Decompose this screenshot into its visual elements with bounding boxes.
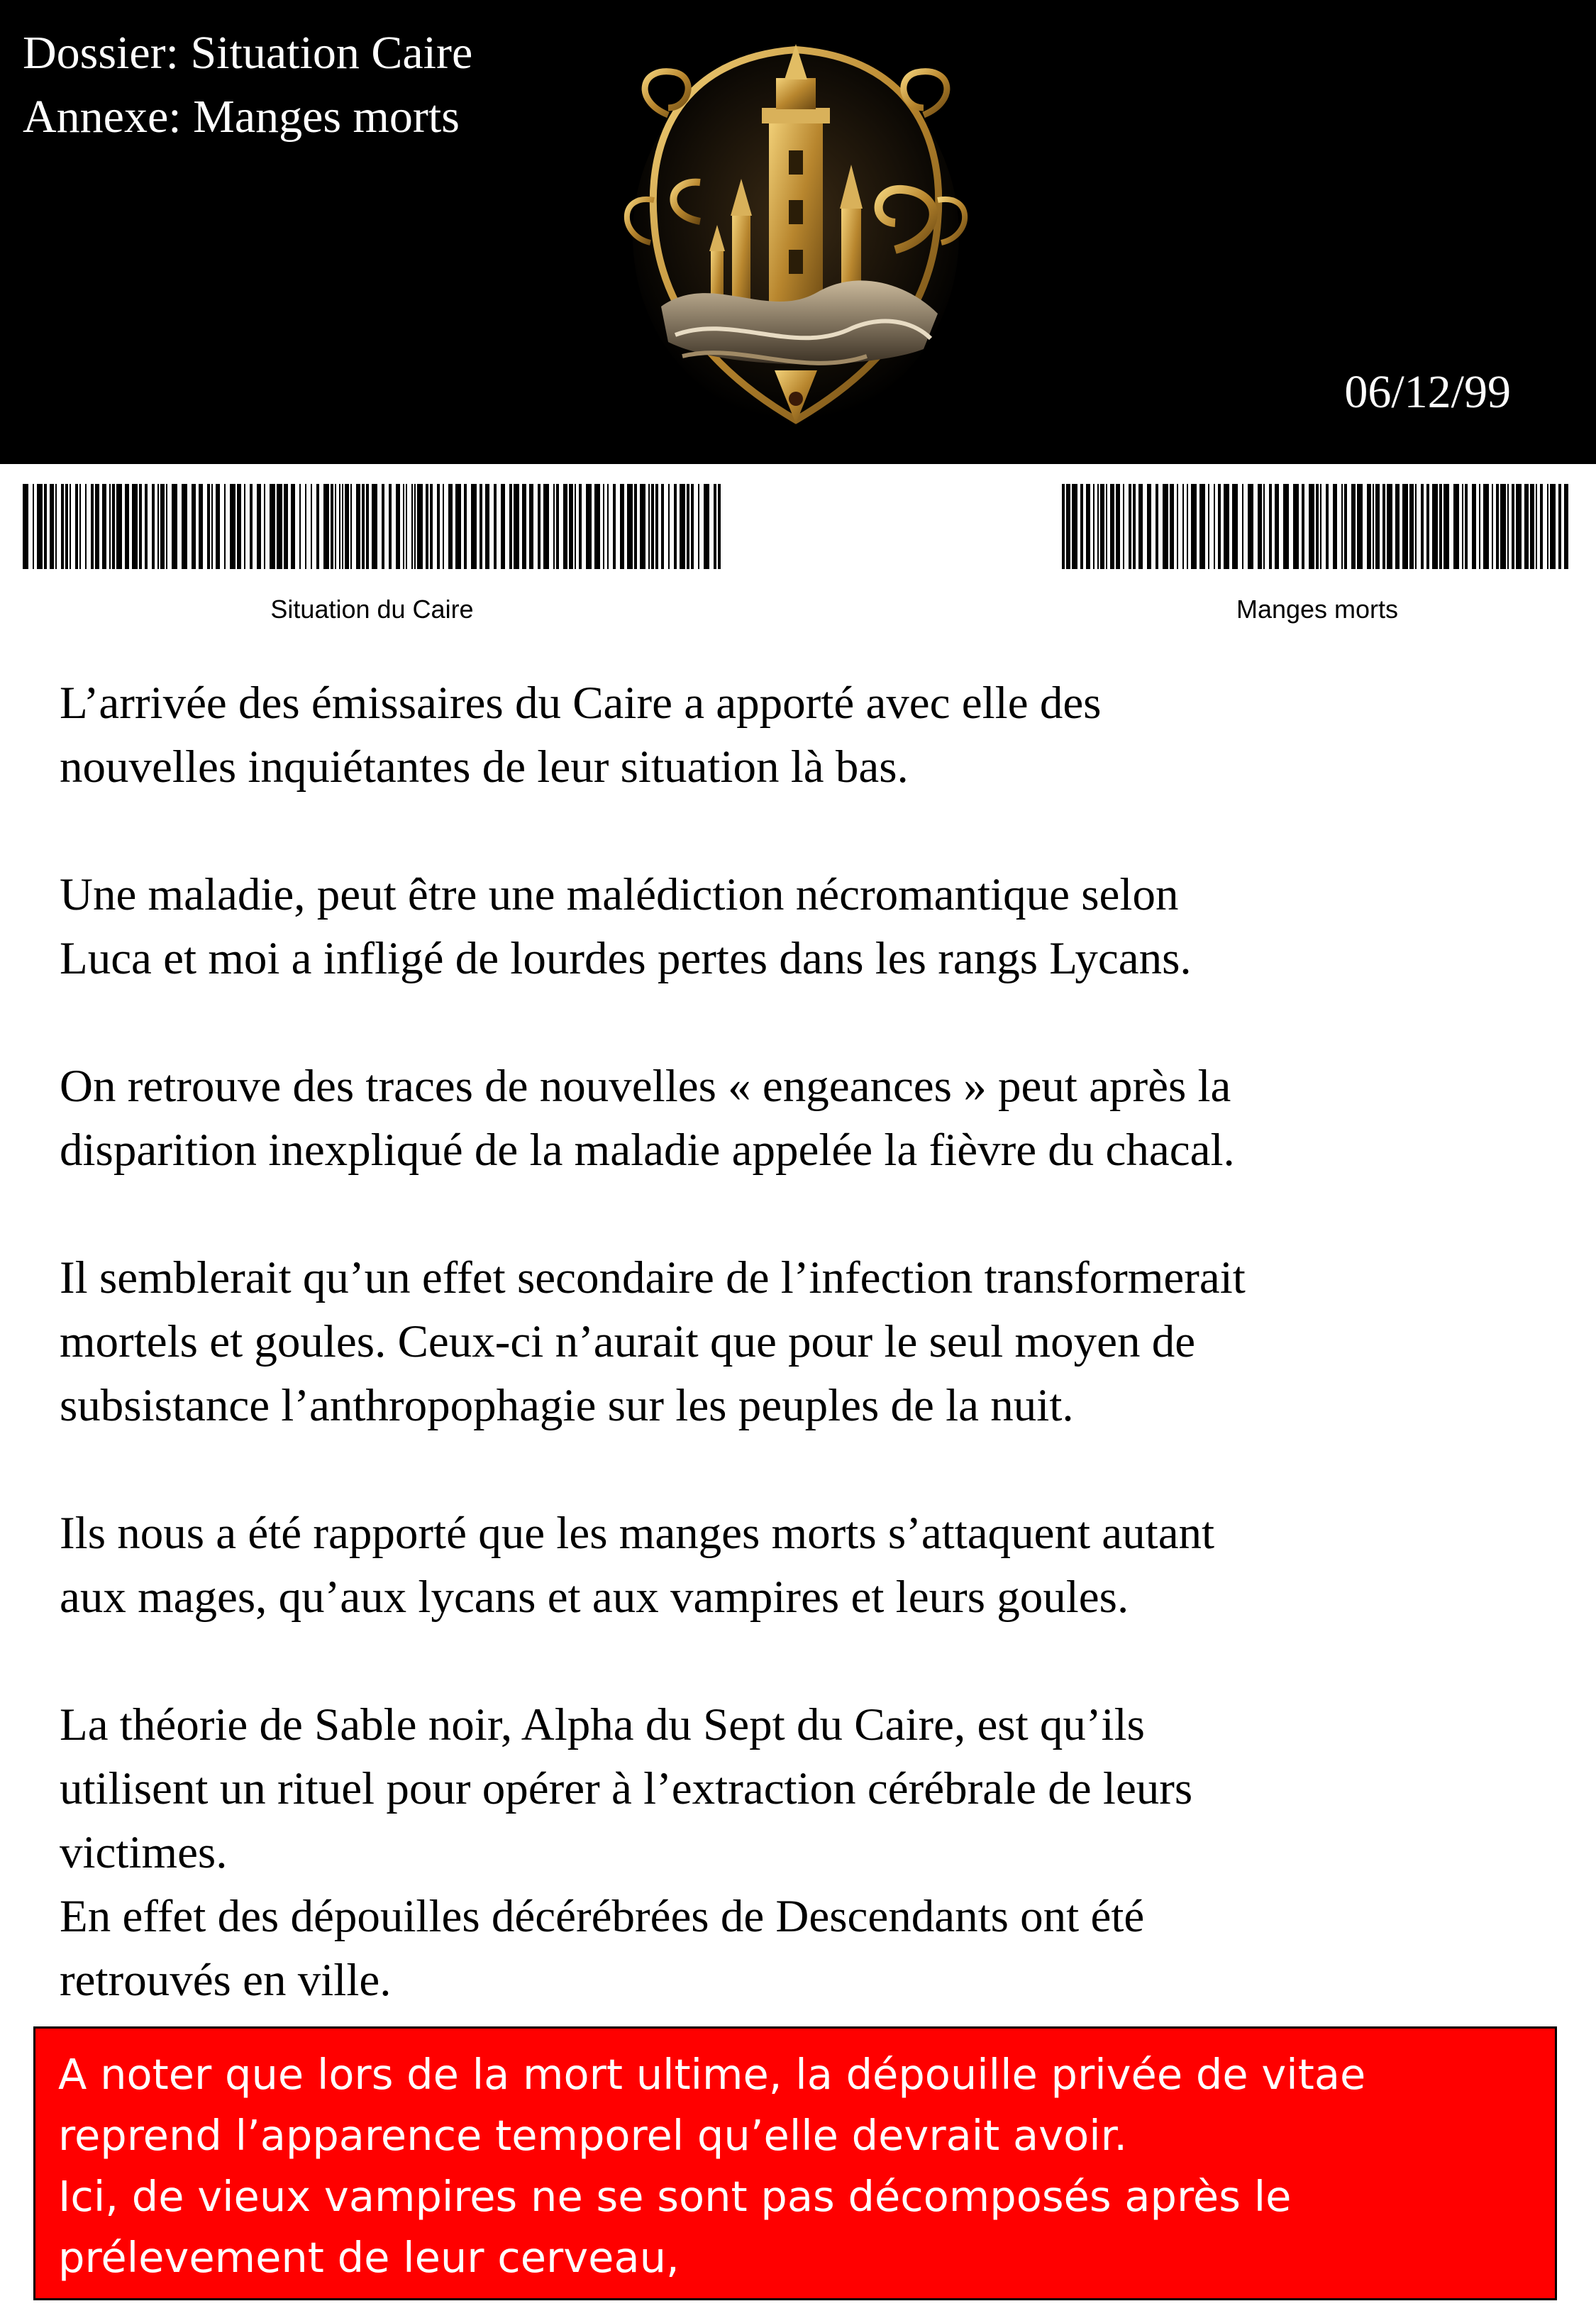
barcode-bar [480,484,482,569]
barcode-bar [1524,484,1529,569]
barcode-bar [102,484,106,569]
barcode-bar [406,484,407,569]
barcode-bar [1462,484,1463,569]
barcode-bar [116,484,122,569]
barcode-bar [139,484,142,569]
text-line: disparition inexpliqué de la maladie appelée la fièvre du chacal. [60,1125,1235,1176]
barcode-bar [1080,484,1083,569]
paragraph-spawns [60,1054,1556,1182]
barcode-bar [1496,484,1499,569]
barcode-bar [91,484,94,569]
barcode-bar [1199,484,1205,569]
text-line: aux mages, qu’aux lycans et aux vampires et leurs goules. [60,1572,1129,1623]
barcode-bar [1283,484,1289,569]
barcode-bar [494,484,497,569]
barcode-bar [1248,484,1253,569]
text-line: Ils nous a été rapporté que les manges morts s’attaquent autant [60,1508,1215,1559]
barcode-bar [342,484,343,569]
document-date: 06/12/99 [1344,366,1511,418]
text-line: Une maladie, peut être une malédiction nécromantique selon [60,869,1179,920]
barcode-bar [556,484,559,569]
barcode-bar [1086,484,1090,569]
annexe-title: Annexe: Manges morts [23,91,460,143]
barcode-bar [1224,484,1229,569]
text-line: On retrouve des traces de nouvelles « engeances » peut après la [60,1061,1231,1112]
barcode-bar [1269,484,1272,569]
barcode-right-caption: Manges morts [1236,595,1399,624]
barcode-bar [1516,484,1522,569]
paragraph-disease [60,863,1556,991]
barcode-bar [199,484,203,569]
barcode-bar [1375,484,1380,569]
barcode-bar [1439,484,1442,569]
barcode-bar [464,484,467,569]
barcode-bar [1402,484,1408,569]
barcode-bar [538,484,541,569]
dossier-title: Dossier: Situation Caire [23,27,473,79]
notice-line: prélevement de leur cerveau, [58,2233,680,2282]
barcode-bar [270,484,275,569]
gothic-tower-crest-icon [611,37,980,434]
barcode-bar [443,484,444,569]
barcode-bar [594,484,600,569]
barcode-bar [109,484,111,569]
barcode-bar [687,484,689,569]
paragraph-attacks [60,1501,1556,1629]
barcode-bar [1263,484,1265,569]
barcode-bar [125,484,129,569]
barcode-bar [244,484,245,569]
barcode-bar [95,484,99,569]
barcode-bar [411,484,413,569]
barcode-bar [1156,484,1158,569]
barcode-bar [1387,484,1392,569]
warning-notice-text [58,2044,1365,2288]
text-line: retrouvés en ville. [60,1955,392,2006]
paragraph-theory [60,1693,1556,1885]
barcode-bar [356,484,360,569]
barcode-bar [311,484,312,569]
barcode-bar [291,484,295,569]
barcode-bar [603,484,604,569]
barcode-bar [323,484,329,569]
barcode-bar [145,484,148,569]
header-banner [0,0,1596,464]
barcode-bar [1472,484,1476,569]
barcode-bar [1432,484,1438,569]
barcode-bar [1540,484,1543,569]
barcode-bar [132,484,138,569]
barcode-bar [1182,484,1184,569]
barcode-bar [1367,484,1371,569]
barcode-bar [655,484,658,569]
paragraph-infection [60,1246,1556,1438]
barcode-bar [668,484,670,569]
barcode-bar [1341,484,1343,569]
barcode-bar [75,484,78,569]
barcode-bar [1344,484,1347,569]
barcode-bar [471,484,477,569]
barcode-bar [277,484,282,569]
barcode-bar [350,484,352,569]
barcode-bar [1409,484,1414,569]
barcode-bar [70,484,71,569]
barcode-bar [1512,484,1514,569]
barcode-bar [1138,484,1143,569]
barcode-bar [335,484,336,569]
text-line: victimes. [60,1827,228,1878]
barcode-bar [1163,484,1168,569]
barcode-bar [211,484,213,569]
barcode-bar [157,484,159,569]
barcode-bar [403,484,404,569]
barcode-bar [207,484,210,569]
barcode-bar [579,484,582,569]
barcode-bar [1479,484,1480,569]
barcode-bar [257,484,261,569]
barcode-bar [23,484,28,569]
barcode-bar [1492,484,1493,569]
barcode-bar [651,484,654,569]
barcode-bar [237,484,241,569]
barcode-bar [455,484,461,569]
barcode-bar [417,484,423,569]
barcode-bar [1465,484,1468,569]
barcode-bar [661,484,664,569]
barcode-bar [112,484,115,569]
barcode-bar [1187,484,1188,569]
barcode-bar [55,484,57,569]
barcode-bar [264,484,265,569]
barcode-bar [1351,484,1356,569]
paragraph-remains [60,1885,1556,2012]
barcode-bar [1100,484,1104,569]
barcode-bar [172,484,177,569]
barcode-bar [1536,484,1537,569]
barcode-bar [299,484,301,569]
barcode-bar [543,484,549,569]
text-line: mortels et goules. Ceux-ci n’aurait que pour le seul moyen de [60,1316,1196,1367]
barcode-bar [284,484,288,569]
barcode-bar [37,484,43,569]
barcode-bar [1421,484,1424,569]
barcode-bar [1415,484,1417,569]
barcode-bar [569,484,573,569]
notice-line: Ici, de vieux vampires ne se sont pas décomposés après le [58,2172,1292,2221]
barcode-bar [1177,484,1178,569]
barcode-bar [691,484,694,569]
barcode-bar [1382,484,1385,569]
barcode-bar [529,484,533,569]
barcode-left [23,484,721,569]
barcode-right [1062,484,1573,569]
barcode-bar [613,484,616,569]
barcode-bar [1066,484,1070,569]
barcode-bar [718,484,721,569]
barcode-bar [634,484,637,569]
notice-line: A noter que lors de la mort ultime, la dépouille privée de vitae [58,2050,1366,2099]
notice-line: reprend l’apparence temporel qu’elle devrait avoir. [58,2111,1128,2160]
barcode-bar [1123,484,1124,569]
barcode-bar [345,484,349,569]
barcode-bar [33,484,34,569]
barcode-bar [509,484,512,569]
barcode-bar [680,484,685,569]
barcode-left-caption: Situation du Caire [270,595,474,624]
barcode-bar [250,484,253,569]
barcode-bar [1242,484,1243,569]
barcode-bar [85,484,87,569]
barcode-bar [1558,484,1561,569]
barcode-bar [1133,484,1136,569]
barcode-bar [331,484,333,569]
barcode-bar [1208,484,1209,569]
barcode-bar [61,484,64,569]
barcode-bar [1062,484,1065,569]
barcode-bar [501,484,505,569]
barcode-bar [640,484,645,569]
barcode-bar [65,484,68,569]
barcode-bar [553,484,555,569]
barcode-bar [437,484,440,569]
barcode-bar [1214,484,1215,569]
barcode-bar [514,484,519,569]
barcode-bar [1218,484,1221,569]
barcode-bar [1191,484,1197,569]
barcode-bar [372,484,377,569]
barcode-bar [339,484,340,569]
barcode-bar [1302,484,1304,569]
barcode-bar [1530,484,1534,569]
text-line: nouvelles inquiétantes de leur situation là bas. [60,741,909,793]
barcode-bar [586,484,592,569]
barcode-bar [382,484,384,569]
barcode-bar [50,484,54,569]
barcode-bar [1395,484,1400,569]
barcode-bar [152,484,155,569]
barcode-bar [714,484,716,569]
barcode-bar [1333,484,1337,569]
barcode-bar [607,484,609,569]
barcode-bar [575,484,576,569]
barcode-bar [1453,484,1459,569]
barcode-bar [1316,484,1319,569]
report-body [60,671,1556,2012]
barcode-bar [1507,484,1509,569]
barcode-bar [1106,484,1107,569]
barcode-bar [366,484,369,569]
barcode-bar [414,484,416,569]
barcode-bar [1110,484,1114,569]
barcode-bar [79,484,81,569]
barcode-bar [1258,484,1262,569]
text-line: subsistance l’anthropophagie sur les peuples de la nuit. [60,1380,1074,1431]
barcode-bar [1309,484,1314,569]
barcode-bar [160,484,165,569]
barcode-bar [430,484,433,569]
barcode-bar [1232,484,1238,569]
barcode-bar [216,484,220,569]
barcode-bar [44,484,47,569]
barcode-bar [1293,484,1299,569]
barcode-bar [1116,484,1120,569]
barcode-bar [316,484,319,569]
barcode-bar [1373,484,1374,569]
paragraph-arrival [60,671,1556,799]
barcode-bar [1072,484,1077,569]
barcode-bar [1357,484,1363,569]
barcode-bar [166,484,167,569]
barcode-bar [1320,484,1321,569]
barcode-bar [224,484,226,569]
barcode-bar [1093,484,1095,569]
barcode-bar [1564,484,1568,569]
barcode-bar [620,484,624,569]
warning-notice [33,2026,1557,2300]
barcode-bar [305,484,306,569]
barcode-bar [522,484,526,569]
barcode-bar [426,484,428,569]
barcode-bar [627,484,633,569]
barcode-bar [648,484,650,569]
barcode-bar [1443,484,1449,569]
barcode-bar [192,484,196,569]
barcode-bar [1426,484,1429,569]
barcode-bar [1097,484,1099,569]
barcode-bar [674,484,677,569]
barcode-bar [1326,484,1329,569]
text-line: Luca et moi a infligé de lourdes pertes dans les rangs Lycans. [60,933,1192,984]
barcode-bar [396,484,400,569]
barcode-bar [448,484,453,569]
barcode-bar [1129,484,1131,569]
barcode-bar [1483,484,1489,569]
barcode-bar [389,484,392,569]
barcode-bar [1500,484,1506,569]
barcode-bar [704,484,709,569]
barcode-bar [698,484,699,569]
barcode-bar [230,484,235,569]
text-line: En effet des dépouilles décérébrées de Descendants ont été [60,1891,1145,1942]
text-line: utilisent un rituel pour opérer à l’extraction cérébrale de leurs [60,1763,1193,1814]
text-line: Il semblerait qu’un effet secondaire de l’infection transformerait [60,1252,1246,1303]
text-line: La théorie de Sable noir, Alpha du Sept du Caire, est qu’ils [60,1699,1145,1750]
barcode-bar [1147,484,1151,569]
barcode-bar [485,484,489,569]
text-line: L’arrivée des émissaires du Caire a apporté avec elle des [60,678,1102,729]
barcode-bar [563,484,567,569]
barcode-bar [362,484,365,569]
barcode-bar [1170,484,1174,569]
barcode-bar [1547,484,1548,569]
barcode-bar [1550,484,1556,569]
barcode-bar [1275,484,1279,569]
barcode-bar [182,484,187,569]
